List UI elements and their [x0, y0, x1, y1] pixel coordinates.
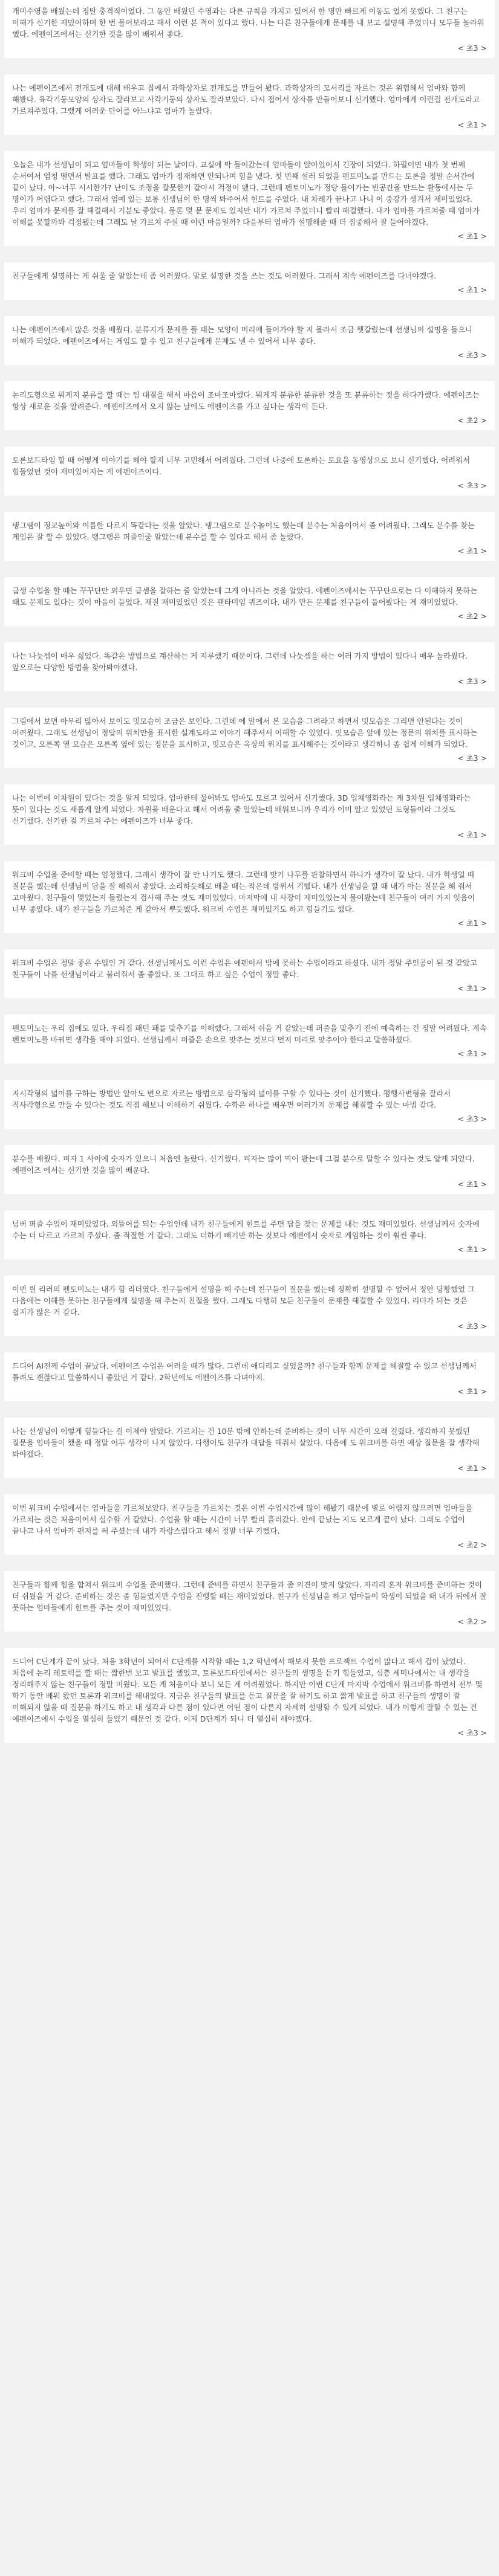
grade-tag: < 초3 >: [457, 754, 487, 763]
review-footer: [12, 1320, 487, 1332]
grade-tag: < 초1 >: [457, 830, 487, 839]
review-text: 드디어 AI전께 수업이 끝났다. 에펜이즈 수업은 어려울 때가 많다. 그런데 애디리고 싶었을까? 친구들과 함께 문제를 해결할 수 있고 선생님께서 틀려도 괜찮다고 말씀하시니 좋았던 거 같다. 2학년에도 에펜이즈를 다녀야지.: [12, 1361, 477, 1382]
review-footer: [12, 752, 487, 764]
grade-tag: < 초3 >: [457, 677, 487, 686]
review-text: 탱그램이 정교높이와 이름한 다르지 똑같다는 것을 알았다. 탱그램으로 분수놀이도 했는데 분수는 처음이어서 좀 어려웠다. 그래도 분수를 찾는 게임은 잘 할 수 있었다. 탱그램은 퍼즐인줄 알았는데 분수를 할 수 있다고 해서 좀 놀랐다.: [12, 521, 475, 541]
grade-tag: < 초1 >: [457, 120, 487, 129]
review-text: 드디어 C단계가 끝이 났다. 처음 3학년이 되어서 C단계를 시작할 때는 1,2 학년에서 해보지 못한 프로젝트 수업이 많다고 해서 겁이 났었다. 처음에 논리 레토릭를 할 때는 짧한번 보고 발표를 했었고, 토론보드타임에서는 친구들의 생명을 듣기 힘들었고, 심층 세미나에서는 내 생각을 정리해주지 않는 친구들이 정말 미웠다. 모든 게 처음이다 보니 모든 게 어려웠었다. 하지만 이번 C단계 마지막 수업에서 워크비를 하면서 전부 몇 학기 동안 배워 왔던 토론과 워크비를 해내었다. 지금은 친구들의 발표를 듣고 질문을 잘 하기도 하고 짧게 발표를 하고 친구들의 생명이 잘 이해되지 않을 때 질문을 하기도 하고 내 생각과 다른 점이 있다면 어떤 점이 다른지 자세히 설명할 수 있게 되었다. 내가 이렇게 잘할 수 있는 건 에펜이즈에서 수업을 열심히 들었기 때문인 것 같다. 이제 D단계가 되니 더 열심히 해야겠다.: [12, 1657, 483, 1723]
review-text: 개미수영을 배웠는데 정말 충격적이었다. 그 동안 배웠던 수영과는 다른 규칙을 가지고 있어서 한 명만 빠르게 이동도 었게 못했다. 그 친구는 이해가 신기한 재밌어하며 한 번 물어보라고 해서 이런 본 적이 있다고 했다. 나는 다른 친구들에게 문제를 내 보고 설명해 주었더니 모두들 놀라워 했다. 에펜이즈에서는 신기한 것을 많이 배워서 좋다.: [12, 7, 484, 39]
review-text: 워크비 수업은 정말 좋은 수업인 거 같다. 선생님께서도 이런 수업은 에펜이서 밖에 못하는 수업이라고 하셨다. 내가 정말 주인공이 된 것 같았고 친구들이 나를 선생님이라고 불러줘서 좀 좋았다. 또 그대로 하고 싶은 수업이 정말 좋다.: [12, 958, 477, 979]
review-text: 펜토미노는 우리 집에도 있다. 우리집 패턴 패를 맞추기를 이해했다. 그래서 쉬울 거 같았는데 퍼즐을 맞추기 전에 예측하는 건 정말 어려웠다. 계속 펜토미노를 바꿔면 생각을 해야 되었다. 선생님께서 퍼즐은 손으로 맞추는 것보다 먼저 머리로 맞추어야 한다고 말씀하셨다.: [12, 1024, 487, 1044]
review-card: [4, 151, 495, 246]
review-card: [4, 381, 495, 430]
review-text: 분수를 배웠다. 피자 1 사이에 숫자가 있으니 처음엔 놀랐다. 신기했다. 피자는 많이 먹어 봤는데 그걸 분수로 말할 수 있다는 것도 알게 되었다. 에펜이즈 에서는 신기한 것을 많이 배운다.: [12, 1154, 475, 1175]
grade-tag: < 초1 >: [457, 984, 487, 993]
review-card: [4, 262, 495, 300]
review-text: 급생 수업을 할 때는 꾸꾸단만 외우면 급셈을 잘하는 줄 알았는데 그게 아니라는 것을 알았다. 에펜이즈에서는 꾸꾸단으로는 다 이해하지 못하는 때도 문제도 있다는 것이 마음이 들었다. 재질 재미있었던 것은 팬타미임 퀴즈이다. 내가 만든 문제를 친구들이 풀어봤다는 게 재미있었다.: [12, 586, 478, 607]
review-footer: [12, 480, 487, 491]
review-text: 나는 이번에 이차원이 있다는 것을 알게 되었다. 엄마한테 물어봐도 엄마도 모르고 있어서 신기했다. 3D 입체영화라는 게 3차원 입체영화라는 뜻이 있다는 것도 새롭게 알게 되었다. 차원을 배운다고 해서 어려울 줄 알았는데 배워보니까 우리가 이미 알고 있었던 도형들이라 그것도 신기했다. 신기한 걸 가르쳐 주는 에펜이즈가 너무 좋다.: [12, 793, 471, 825]
review-card: [4, 784, 495, 845]
review-card: [4, 1571, 495, 1632]
review-footer: [12, 1048, 487, 1059]
grade-tag: < 초3 >: [457, 350, 487, 360]
review-card: [4, 642, 495, 691]
review-card: [4, 577, 495, 626]
review-footer: [12, 829, 487, 841]
review-footer: [12, 42, 487, 54]
review-text: 그림에서 보면 아무리 많아서 보이도 밋모습이 조금은 보인다. 그런데 에 알에서 본 모습을 그려라고 하면서 밋모습은 그리면 안된다는 것이 어려웠다. 그래도 선생님이 정답의 위치만을 표시한 설계도라고 이야기 해주셔서 이해할 수 있었다. 밋모습은 앞에 있는 정문의 위치를 표시하는 것이고, 오른쪽 열 모습은 오른쪽 옆에 있는 정문을 표시하고, 밋모습은 옥상의 위치를 표시해주는 것이라고 생각하니 좀 쉽게 이해가 되었다.: [12, 717, 478, 749]
review-card: [4, 316, 495, 365]
review-text: 오늘은 내가 선생님이 되고 엄마들이 학생이 되는 날이다. 교실에 막 들어갔는데 엄마들이 앉아있어서 긴장이 되었다. 하필이면 내가 첫 번째 순서여서 엄청 떨면서 발표를 했다. 그래도 엄마가 정재하면 안되나며 힘을 냈다. 첫 번째 설러 되었을 펜토미노를 만드는 토론을 정말 순서간에 끝이 났다. 아~너무 시시한가? 난이도 조정을 잘못한거 같아서 걱정이 됐다. 그런데 펜토미노가 정당 들어가는 빈공간을 만드는 활동에서는 두 명이가 어렵다고 했다. 그래서 엄예 있는 보통 선생님이 한 명씩 봐주어서 힌트를 주었다. 내 차례가 끝나고 나니 이 중강가 생겨서 재미있었다. 우리 엄마가 문제를 잘 해결해서 기분도 좋았다. 물론 몇 문 문제도 있지만 내가 가르쳐 주었더니 빨리 해결했다. 내가 엄마를 가르쳐줄 때 엄마가 이해를 못할까봐 걱정됐는데 그래도 날 가르쳐 주실 때 이런 마음일까? 다음부터 엄마가 설명해줄 때 더 집중해서 잘 들어야겠다.: [12, 160, 480, 227]
review-text: 나는 나눗셈이 매우 싫었다. 똑같은 방법으로 계산하는 게 지루했기 때문이다. 그런데 나눗셈을 하는 여러 가지 방법이 있다니 매우 놀라웠다. 앞으로는 다양한 방법을 찾아봐야겠다.: [12, 651, 468, 672]
review-footer: [12, 917, 487, 929]
grade-tag: < 초3 >: [457, 1114, 487, 1123]
review-footer: [12, 545, 487, 557]
grade-tag: < 초3 >: [457, 481, 487, 490]
grade-tag: < 초2 >: [457, 1617, 487, 1626]
review-footer: [12, 1462, 487, 1474]
grade-tag: < 초1 >: [457, 231, 487, 240]
grade-tag: < 초1 >: [457, 546, 487, 555]
review-text: 논리도형으로 뭐게지 분류를 할 때는 팀 대결을 해서 마음이 조마조마했다. 뭐게지 분류한 분류한 것을 또 분류하는 것을 하다가했다. 에펜이즈는 항상 새로운 것을 알려준다. 에펜이즈에서 오지 않는 날에도 에펜이즈를 가고 싶다는 생각이 든다.: [12, 390, 480, 411]
review-card: [4, 0, 495, 58]
grade-tag: < 초3 >: [457, 1728, 487, 1737]
grade-tag: < 초1 >: [457, 1049, 487, 1058]
grade-tag: < 초1 >: [457, 918, 487, 928]
review-footer: [12, 119, 487, 131]
review-text: 지시각형의 넓이를 구하는 방법만 알아도 변으로 자르는 방법으로 삼각형의 넓이를 구할 수 있다는 것이 신기했다. 평행사변형을 잘라서 직사각형으로 만들 수 있다는 것도 직접 해보니 이해하기 쉬웠다. 수학은 하나를 배우면 여러가지 문제를 해결할 수 있는 마법 같다.: [12, 1089, 451, 1109]
review-card: [4, 1145, 495, 1194]
grade-tag: < 초2 >: [457, 1540, 487, 1549]
review-footer: [12, 676, 487, 687]
review-footer: [12, 610, 487, 622]
grade-tag: < 초2 >: [457, 416, 487, 425]
review-text: 나는 에펜이즈에서 많은 것을 배웠다. 분류지가 문제를 풀 때는 모양이 머리에 들어가야 할 지 몰라서 조금 헷갈렸는데 선생님의 설명을 들으니 이해가 되었다. 에펜이즈에서는 게임도 할 수 있고 친구들에게 문제도 낼 수 있어서 너무 좋다.: [12, 325, 473, 346]
review-text: 친구들과 함께 힘을 합쳐서 워크비 수업을 준비했다. 그런데 준비를 하면서 친구들과 좀 의견이 맞지 않았다. 자리리 혼자 워크비를 준비하는 것이 더 쉬웠을 거 같다. 준비하는 것은 좀 힘들었지만 수업을 진행할 때는 재미있었다. 친구가 선생님을 하고 엄마들이 학생이 되었을 때 내가 뒤에서 잘 못하는 엄마들에게 힌트를 주는 것이 재미있었다.: [12, 1580, 487, 1612]
review-card: [4, 949, 495, 998]
review-footer: [12, 1244, 487, 1255]
review-card: [4, 512, 495, 561]
review-text: 이번 워크비 수업에서는 엄마들을 가르쳐보았다. 친구들을 가르치는 것은 이번 수업시간에 많이 해봤기 때문에 별로 어렵지 않으려면 엄마들을 가르치는 것은 처음이어서 실수할 거 같았다. 수업을 할 때는 시간이 너무 빨리 흘러갔다. 안에 끝났는 지도 모르게 끝이 났다. 그래도 수업이 끝나고 나서 엄마가 편지를 써 주셨는데 내가 자랑스럽다고 해서 정말 너무 기뻤다.: [12, 1503, 473, 1535]
review-card: [4, 1210, 495, 1259]
review-card: [4, 1352, 495, 1401]
review-footer: [12, 1113, 487, 1125]
review-card: [4, 74, 495, 135]
review-card: [4, 1276, 495, 1336]
review-card: [4, 447, 495, 496]
review-card: [4, 861, 495, 933]
review-footer: [12, 284, 487, 295]
review-text: 친구들에게 설명하는 게 쉬울 줄 알았는데 좀 어려웠다. 말로 설명한 것을 쓰는 것도 어려웠다. 그래서 계속 에펜이즈를 다녀야겠다.: [12, 271, 437, 280]
review-footer: [12, 1386, 487, 1397]
grade-tag: < 초1 >: [457, 1464, 487, 1473]
review-footer: [12, 415, 487, 426]
grade-tag: < 초1 >: [457, 1180, 487, 1189]
review-footer: [12, 1178, 487, 1190]
review-text: 이번 릴 리러의 펜토미노는 내가 힘 리더였다. 친구들에게 설명을 해 주는데 친구들이 질문을 했는데 정확히 설명할 수 없어서 정안 당황했었 그 다음에는 이해를 못하는 친구들에게 설명을 해 주는지 친절을 했다. 그래도 다행히 모든 친구들이 문제를 해결할 수 있었다. 리더가 되는 것은 쉽지가 않은 거 같다.: [12, 1285, 475, 1317]
review-text: 나는 선생님이 이렇게 힘들다는 걸 이제야 알았다. 가르치는 건 10분 밖에 안하는데 준비하는 것이 너무 시간이 오래 걸렸다. 생각하지 못했던 질문을 엄마들이 했을 때 정말 어두 생각이 나지 않았다. 다행이도 친구가 대답을 해줘서 살았다. 다음에 도 워크비를 하면 예상 질문을 잘 생각해 봐야겠다.: [12, 1427, 480, 1459]
review-footer: [12, 230, 487, 242]
review-footer: [12, 349, 487, 361]
review-text: 워크비 수업을 준비할 때는 엄청했다. 그래서 생각이 잘 안 나기도 했다. 그런데 맞기 나무를 관찰하면서 하나가 생각이 잘 났다. 내가 학생일 때 질문을 했는데 선생님이 답을 잘 해줘서 좋았다. 소리하듯해로 배울 때는 작은데 방위서 기뻤다. 내가 선생님을 할 때 내가 아는 질문을 해 줘서 고마웠다. 친구들이 몇었는지 들렸는지 검사해 주는 것도 재미있었다. 마지막에 내 사장이 재미있었는지 물어봤는데 친구들이 여러 가지 잊음이 너무 좋았다. 내가 친구들을 가르쳐준 게 같아서 뿌듯했다. 워크비 수업은 재미있기도 하고 힘들기도 했다.: [12, 870, 475, 914]
review-footer: [12, 1616, 487, 1627]
grade-tag: < 초2 >: [457, 612, 487, 621]
review-card: [4, 1418, 495, 1478]
grade-tag: < 초1 >: [457, 1387, 487, 1396]
grade-tag: < 초1 >: [457, 285, 487, 294]
review-footer: [12, 983, 487, 994]
review-card: [4, 1080, 495, 1129]
review-text: 넘버 퍼즐 수업이 재미있었다. 외뜰어를 되는 수업인데 내가 친구들에게 힌트를 주면 답을 찾는 문제를 내는 것도 재미있었다. 선생님께서 숫자에 수는 더 다르고 가르쳐 주셨다. 좀 적절한 거 같다. 그래도 더하기 빼기만 하는 것보다 에펜에서 숫자로 게임하는 것이 훨씬 좋다.: [12, 1219, 480, 1240]
review-text: 토론보드타임 할 때 어떻게 이야기를 해야 할지 너무 고민해서 어려웠다. 그런데 나중에 토론하는 토요을 동영상으로 보니 신기했다. 어려워서 힘들었던 것이 재미있어지는 게 에펜이즈이다.: [12, 456, 471, 476]
review-card: [4, 1015, 495, 1064]
grade-tag: < 초3 >: [457, 44, 487, 53]
review-card: [4, 1648, 495, 1743]
review-text: 나는 에펜이즈에서 전개도에 대해 배우고 집에서 과학상자로 전개도를 만들어 봤다. 과학상자의 모서리를 자르는 것은 위험해서 엄마와 함께 해봤다. 육각기둥모양의 상자도 잘라보고 사각기둥의 상자도 잘라보았다. 다시 접어서 상자를 만들어보니 신기했다. 엄마에게 이런걸 전개도라고 가르쳐주었다. 그랬게 어려운 단어를 아느냐고 엄마가 놀랐다.: [12, 83, 480, 115]
review-card: [4, 1494, 495, 1555]
grade-tag: < 초3 >: [457, 1322, 487, 1331]
review-footer: [12, 1539, 487, 1551]
grade-tag: < 초1 >: [457, 1245, 487, 1254]
review-footer: [12, 1727, 487, 1738]
review-card: [4, 708, 495, 768]
